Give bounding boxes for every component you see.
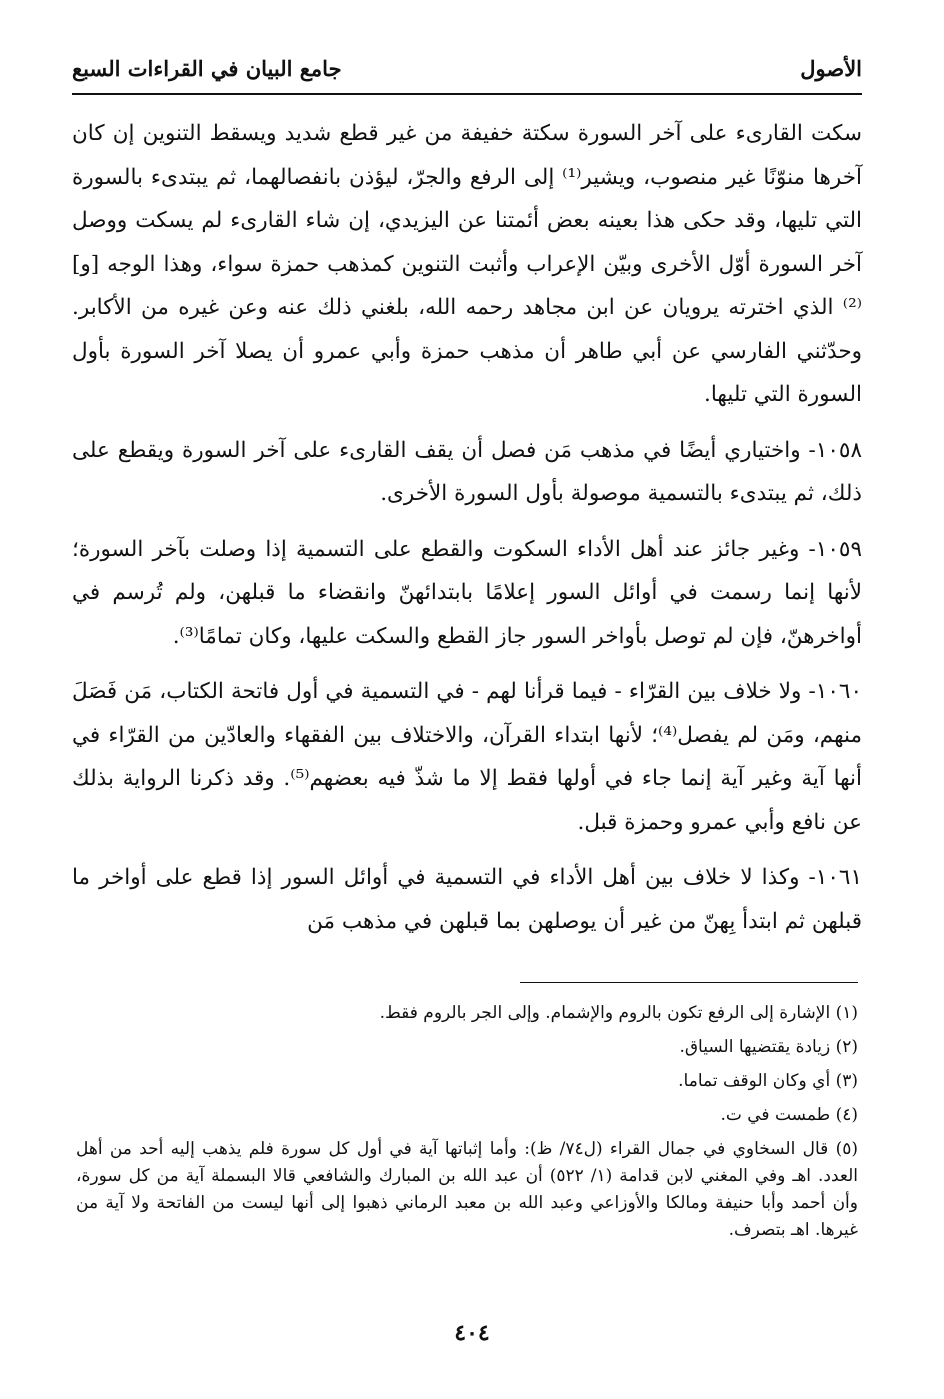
book-title: جامع البيان في القراءات السبع (72, 56, 342, 81)
footnotes (76, 1000, 858, 1251)
paragraph: ١٠٥٨- واختياري أيضًا في مذهب مَن فصل أن يقف القارىء على آخر السورة ويقطع على ذلك، ثم يبتدىء بالتسمية موصولة بأول السورة الأخرى. (72, 437, 862, 506)
main-text (72, 112, 862, 955)
chapter-title: الأصول (800, 56, 862, 81)
footnote: (٣) أي وكان الوقف تماما. (678, 1071, 858, 1091)
footnote: (٢) زيادة يقتضيها السياق. (679, 1037, 858, 1057)
header-rule (72, 93, 862, 95)
paragraph: سكت القارىء على آخر السورة سكتة خفيفة من غير قطع شديد ويسقط التنوين إن كان آخرها منوّنًا غير منصوب، ويشير⁽¹⁾ إلى الرفع والجرّ، ليؤذن بانفصالهما، ثم يبتدىء بالسورة التي تليها، وقد حكى هذا بعينه بعض أئمتنا عن اليزيدي، إن شاء القارىء لم يسكت ووصل آخر السورة أوّل الأخرى وبيّن الإعراب وأثبت التنوين كمذهب حمزة سواء، وهذا الوجه [و]⁽²⁾ الذي اخترته يرويان عن ابن مجاهد رحمه الله، بلغني ذلك عنه وعن غيره من الأكابر. وحدّثني الفارسي عن أبي طاهر أن مذهب حمزة وأبي عمرو أن يصلا آخر السورة بأول السورة التي تليها. (72, 121, 862, 407)
footnote: (٤) طمست في ت. (720, 1105, 858, 1125)
paragraph: ١٠٥٩- وغير جائز عند أهل الأداء السكوت والقطع على التسمية إذا وصلت بآخر السورة؛ لأنها إنما رسمت في أوائل السور إعلامًا بابتدائهنّ وانقضاء ما قبلهن، ولم تُرسم في أواخرهنّ، فإن لم توصل بأواخر السور جاز القطع والسكت عليها، وكان تمامًا⁽³⁾. (72, 536, 862, 649)
page-number: ٤٠٤ (454, 1320, 490, 1346)
running-header (72, 56, 862, 96)
paragraph: ١٠٦١- وكذا لا خلاف بين أهل الأداء في التسمية في أوائل السور إذا قطع على أواخر ما قبلهن ثم ابتدأ بِهنّ من غير أن يوصلهن بما قبلهن في مذهب مَن (72, 865, 862, 934)
footnote-separator (520, 982, 858, 983)
footnote: (٥) قال السخاوي في جمال القراء (ل٧٤/ ظ): وأما إثباتها آية في أول كل سورة فلم يذهب إليه أحد من أهل العدد. اهـ وفي المغني لابن قدامة (١/ ٥٢٢) أن عبد الله بن المبارك والشافعي قالا البسملة آية من كل سورة، وأن أحمد وأبا حنيفة ومالكا والأوزاعي وعبد الله بن معبد الرماني ذهبوا إلى أنها ليست من الفاتحة ولا آية من غيرها. اهـ بتصرف. (76, 1139, 858, 1240)
footnote: (١) الإشارة إلى الرفع تكون بالروم والإشمام. وإلى الجر بالروم فقط. (379, 1003, 858, 1023)
paragraph: ١٠٦٠- ولا خلاف بين القرّاء - فيما قرأنا لهم - في التسمية في أول فاتحة الكتاب، مَن فَصَلَ منهم، ومَن لم يفصل⁽⁴⁾؛ لأنها ابتداء القرآن، والاختلاف بين الفقهاء والعادّين من القرّاء في أنها آية وغير آية إنما جاء في أولها فقط إلا ما شذّ فيه بعضهم⁽⁵⁾. وقد ذكرنا الرواية بذلك عن نافع وأبي عمرو وحمزة قبل. (72, 679, 862, 835)
